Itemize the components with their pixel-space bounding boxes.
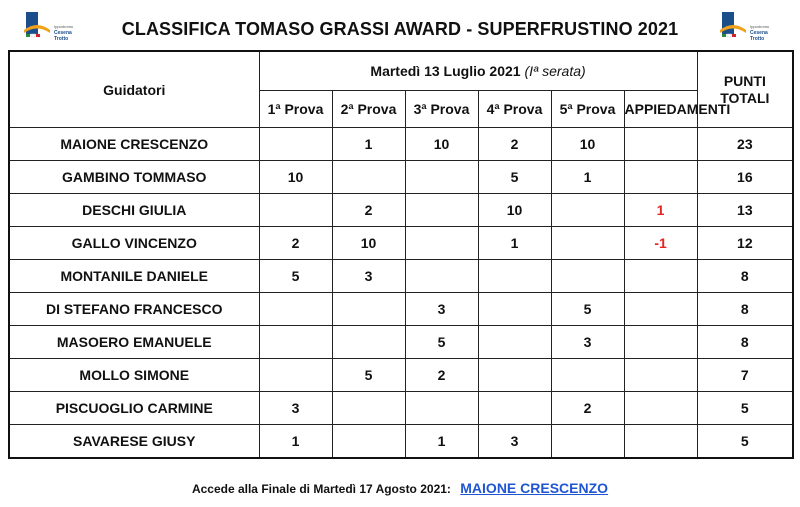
total-points-cell: 13 (697, 194, 793, 227)
appiedamenti-cell (624, 425, 697, 459)
prova-cell (405, 260, 478, 293)
total-points-cell: 8 (697, 293, 793, 326)
header-prova-2: 2ª Prova (332, 91, 405, 128)
race-evening-note: (Iª serata) (524, 63, 586, 79)
appiedamenti-cell (624, 326, 697, 359)
prova-cell: 1 (405, 425, 478, 459)
driver-name: GALLO VINCENZO (9, 227, 259, 260)
prova-cell: 3 (259, 392, 332, 425)
prova-cell (551, 359, 624, 392)
header-race-date (259, 51, 697, 91)
header-appiedamenti: APPIEDAMENTI (624, 91, 697, 128)
table-row (9, 326, 793, 359)
driver-name: MONTANILE DANIELE (9, 260, 259, 293)
prova-cell (259, 359, 332, 392)
prova-cell: 5 (259, 260, 332, 293)
prova-cell (478, 326, 551, 359)
prova-cell: 3 (478, 425, 551, 459)
total-points-cell: 16 (697, 161, 793, 194)
prova-cell: 2 (259, 227, 332, 260)
prova-cell (405, 161, 478, 194)
prova-cell: 2 (332, 194, 405, 227)
driver-name: MOLLO SIMONE (9, 359, 259, 392)
driver-name: GAMBINO TOMMASO (9, 161, 259, 194)
prova-cell: 10 (259, 161, 332, 194)
prova-cell (259, 326, 332, 359)
logo-left (16, 10, 76, 50)
prova-cell: 3 (332, 260, 405, 293)
prova-cell: 1 (332, 128, 405, 161)
footer-note (0, 480, 800, 496)
page-title: CLASSIFICA TOMASO GRASSI AWARD - SUPERFRUSTINO 2021 (121, 19, 679, 39)
table-row (9, 392, 793, 425)
prova-cell: 3 (551, 326, 624, 359)
prova-cell (551, 260, 624, 293)
prova-cell: 10 (478, 194, 551, 227)
appiedamenti-cell (624, 359, 697, 392)
prova-cell (259, 194, 332, 227)
prova-cell: 10 (332, 227, 405, 260)
prova-cell: 1 (478, 227, 551, 260)
driver-name: MAIONE CRESCENZO (9, 128, 259, 161)
table-row (9, 260, 793, 293)
header-prova-3: 3ª Prova (405, 91, 478, 128)
appiedamenti-cell (624, 392, 697, 425)
appiedamenti-cell (624, 161, 697, 194)
prova-cell (332, 392, 405, 425)
prova-cell: 5 (332, 359, 405, 392)
total-points-cell: 12 (697, 227, 793, 260)
appiedamenti-cell: -1 (624, 227, 697, 260)
hippodrome-logo-icon (24, 12, 50, 38)
prova-cell: 5 (551, 293, 624, 326)
logo-right (712, 10, 772, 50)
prova-cell: 10 (405, 128, 478, 161)
driver-name: SAVARESE GIUSY (9, 425, 259, 459)
prova-cell (478, 359, 551, 392)
logo-text: Ippodromo Cesena Trotto (54, 24, 74, 42)
prova-cell (259, 128, 332, 161)
header-guidatori: Guidatori (9, 51, 259, 128)
prova-cell: 1 (259, 425, 332, 459)
total-points-cell: 5 (697, 425, 793, 459)
hippodrome-logo-icon (720, 12, 746, 38)
appiedamenti-cell (624, 260, 697, 293)
prova-cell (478, 260, 551, 293)
prova-cell (332, 425, 405, 459)
prova-cell: 5 (478, 161, 551, 194)
prova-cell (478, 293, 551, 326)
table-row (9, 128, 793, 161)
total-points-cell: 8 (697, 326, 793, 359)
prova-cell: 3 (405, 293, 478, 326)
table-row (9, 425, 793, 459)
prova-cell (332, 161, 405, 194)
prova-cell (551, 425, 624, 459)
prova-cell (259, 293, 332, 326)
driver-name: MASOERO EMANUELE (9, 326, 259, 359)
prova-cell (332, 293, 405, 326)
total-points-cell: 23 (697, 128, 793, 161)
footer-text: Accede alla Finale di Martedì 17 Agosto 2021: (191, 482, 451, 496)
table-row (9, 161, 793, 194)
header-prova-1: 1ª Prova (259, 91, 332, 128)
prova-cell (405, 392, 478, 425)
appiedamenti-cell: 1 (624, 194, 697, 227)
prova-cell: 2 (405, 359, 478, 392)
driver-name: DESCHI GIULIA (9, 194, 259, 227)
total-points-cell: 8 (697, 260, 793, 293)
prova-cell (405, 194, 478, 227)
table-row (9, 227, 793, 260)
prova-cell: 1 (551, 161, 624, 194)
prova-cell (551, 227, 624, 260)
logo-text: Ippodromo Cesena Trotto (750, 24, 770, 42)
table-row (9, 194, 793, 227)
total-points-cell: 5 (697, 392, 793, 425)
driver-name: PISCUOGLIO CARMINE (9, 392, 259, 425)
table-row (9, 359, 793, 392)
header-prova-5: 5ª Prova (551, 91, 624, 128)
prova-cell (405, 227, 478, 260)
prova-cell: 2 (551, 392, 624, 425)
prova-cell (332, 326, 405, 359)
prova-cell: 2 (478, 128, 551, 161)
finalist-link[interactable]: MAIONE CRESCENZO (460, 480, 609, 496)
prova-cell: 5 (405, 326, 478, 359)
table-row (9, 293, 793, 326)
prova-cell: 10 (551, 128, 624, 161)
prova-cell (551, 194, 624, 227)
appiedamenti-cell (624, 128, 697, 161)
prova-cell (478, 392, 551, 425)
driver-name: DI STEFANO FRANCESCO (9, 293, 259, 326)
header-prova-4: 4ª Prova (478, 91, 551, 128)
appiedamenti-cell (624, 293, 697, 326)
standings-table (8, 50, 794, 459)
total-points-cell: 7 (697, 359, 793, 392)
header-total-points: PUNTI TOTALI (697, 51, 793, 128)
race-date: Martedì 13 Luglio 2021 (370, 63, 521, 79)
